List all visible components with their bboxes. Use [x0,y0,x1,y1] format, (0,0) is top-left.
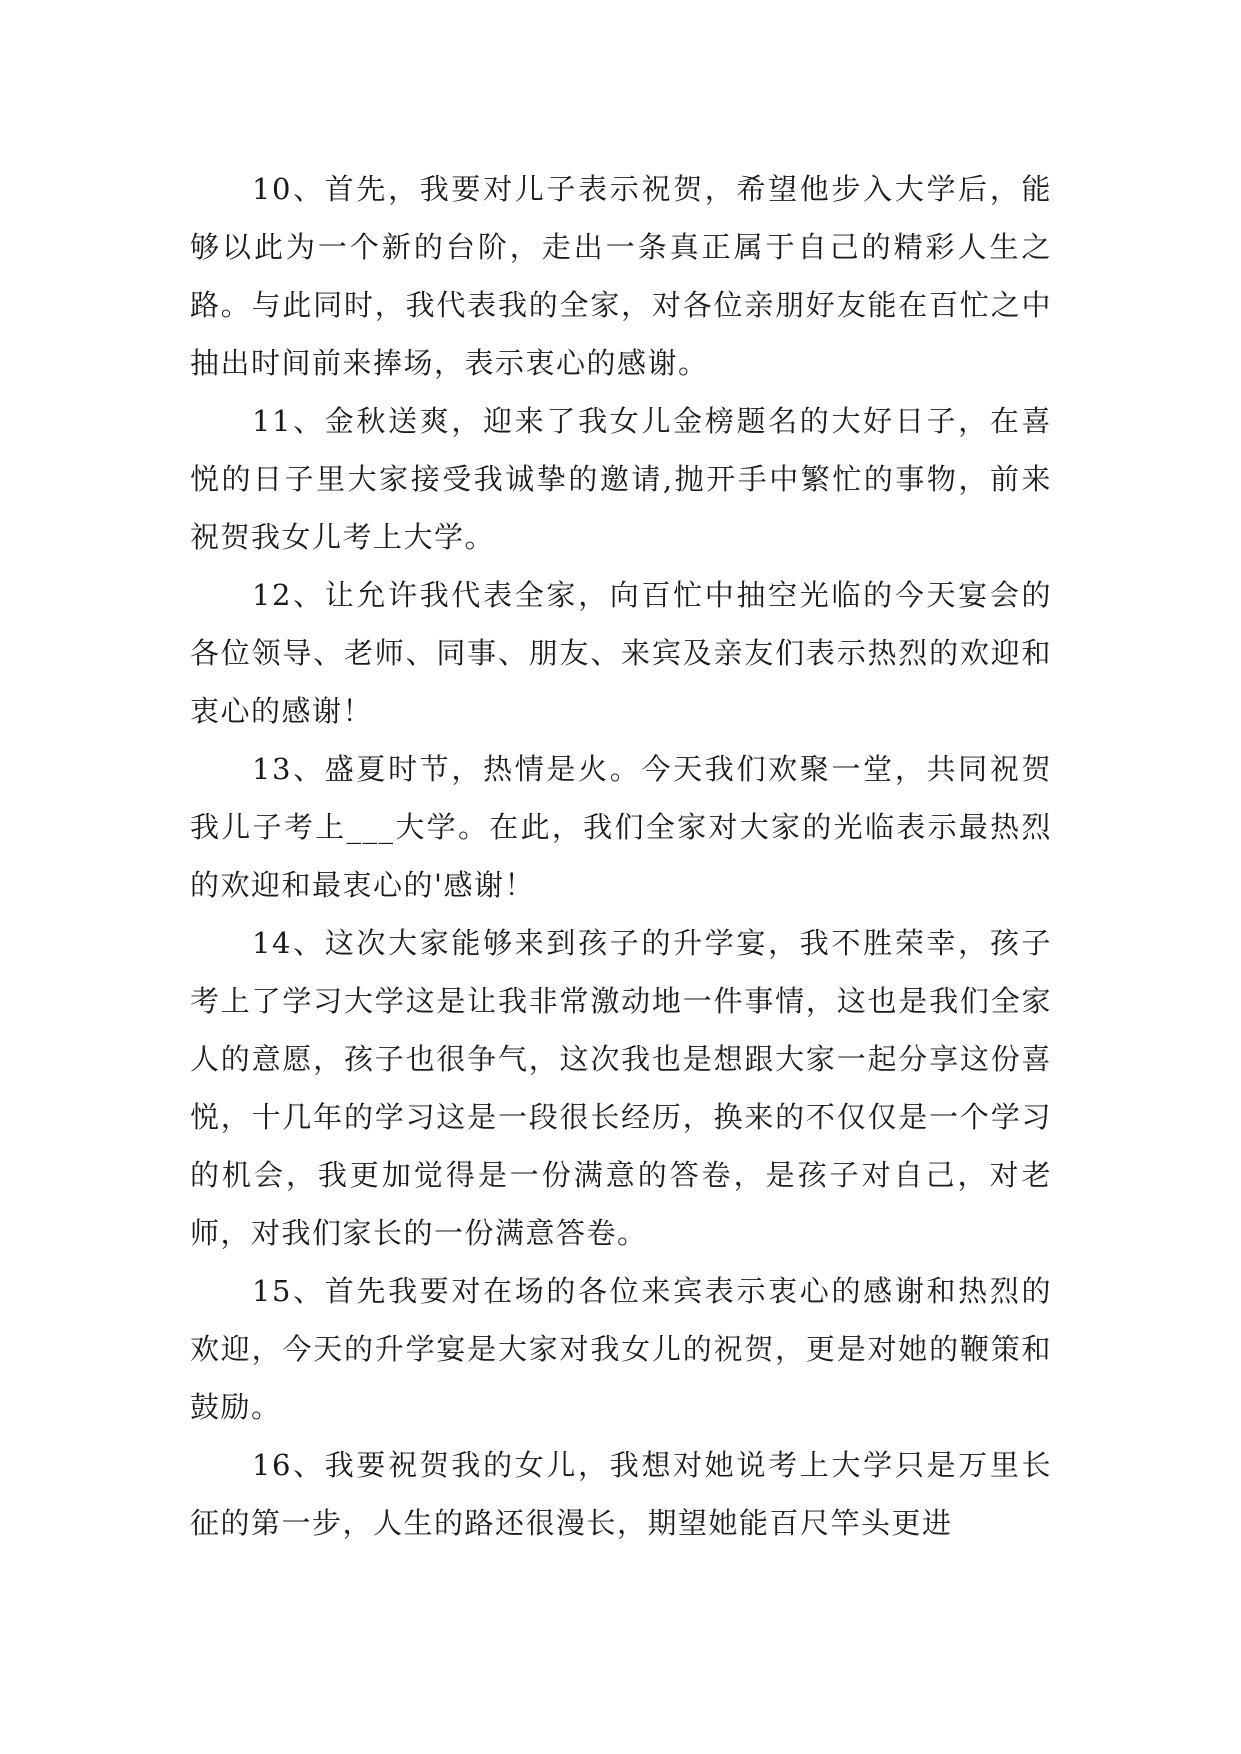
paragraph-12: 12、让允许我代表全家，向百忙中抽空光临的今天宴会的各位领导、老师、同事、朋友、来宾及亲友们表示热烈的欢迎和衷心的感谢！ [190,578,1052,728]
paragraph-13: 13、盛夏时节，热情是火。今天我们欢聚一堂，共同祝贺我儿子考上___大学。在此，我们全家对大家的光临表示最热烈的欢迎和最衷心的'感谢！ [190,752,1052,902]
paragraph-15: 15、首先我要对在场的各位来宾表示衷心的感谢和热烈的欢迎，今天的升学宴是大家对我女儿的祝贺，更是对她的鞭策和鼓励。 [190,1274,1052,1424]
paragraph-16: 16、我要祝贺我的女儿，我想对她说考上大学只是万里长征的第一步，人生的路还很漫长，期望她能百尺竿头更进 [190,1448,1052,1540]
paragraph-14: 14、这次大家能够来到孩子的升学宴，我不胜荣幸，孩子考上了学习大学这是让我非常激动地一件事情，这也是我们全家人的意愿，孩子也很争气，这次我也是想跟大家一起分享这份喜悦，十几年的学习这是一段很长经历，换来的不仅仅是一个学习的机会，我更加觉得是一份满意的答卷，是孩子对自己，对老师，对我们家长的一份满意答卷。 [190,926,1052,1250]
paragraph-11: 11、金秋送爽，迎来了我女儿金榜题名的大好日子，在喜悦的日子里大家接受我诚挚的邀请,抛开手中繁忙的事物，前来祝贺我女儿考上大学。 [190,404,1052,554]
document-body [190,160,1052,1552]
paragraph-10: 10、首先，我要对儿子表示祝贺，希望他步入大学后，能够以此为一个新的台阶，走出一条真正属于自己的精彩人生之路。与此同时，我代表我的全家，对各位亲朋好友能在百忙之中抽出时间前来捧场，表示衷心的感谢。 [190,172,1052,380]
